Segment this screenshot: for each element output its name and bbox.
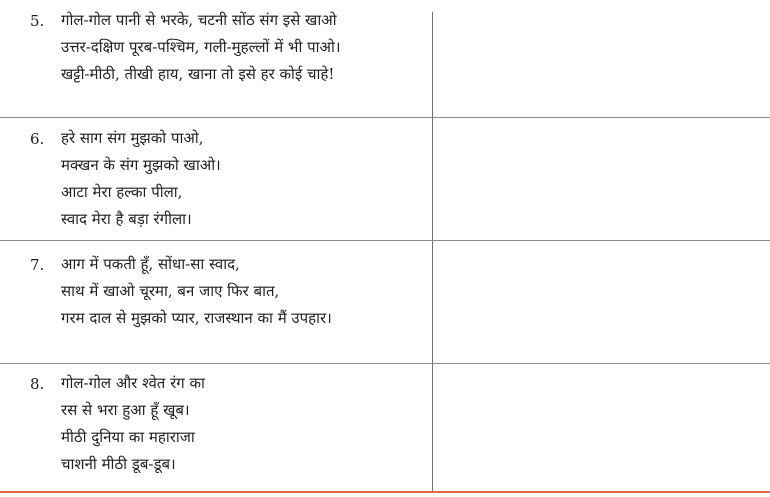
riddle-line: मीठी दुनिया का महाराजा [61,428,195,446]
riddle-number: 7. [30,256,45,274]
riddle-line: गोल-गोल पानी से भरके, चटनी सोंठ संग इसे खाओ [61,11,337,29]
riddle-line: साथ में खाओ चूरमा, बन जाए फिर बात, [61,282,280,300]
answer-cell[interactable] [433,240,770,363]
riddle-line: स्वाद मेरा है बड़ा रंगीला। [61,210,192,228]
riddle-number: 5. [30,12,45,30]
riddle-line: रस से भरा हुआ हूँ खूब। [61,401,190,419]
riddle-line: गरम दाल से मुझको प्यार, राजस्थान का मैं उपहार। [61,309,332,327]
riddle-text [61,373,205,481]
bottom-accent-rule [0,491,770,493]
riddle-line: गोल-गोल और श्वेत रंग का [61,374,205,392]
riddle-line: खट्टी-मीठी, तीखी हाय, खाना तो इसे हर कोई चाहे! [61,65,335,83]
riddle-line: मक्खन के संग मुझको खाओ। [61,156,221,174]
riddle-line: चाशनी मीठी डूब-डूब। [61,455,176,473]
answer-cell[interactable] [433,12,770,117]
riddle-text [61,254,332,335]
riddle-line: उत्तर-दक्षिण पूरब-पश्चिम, गली-मुहल्लों में भी पाओ। [61,38,341,56]
riddle-line: आग में पकती हूँ, सोंधा-सा स्वाद, [61,255,240,273]
riddle-text [61,10,341,91]
answer-cell[interactable] [433,117,770,240]
riddle-text [61,128,221,236]
riddle-number: 6. [30,130,45,148]
answer-cell[interactable] [433,363,770,491]
riddle-line: हरे साग संग मुझको पाओ, [61,129,204,147]
riddle-number: 8. [30,375,45,393]
riddle-line: आटा मेरा हल्का पीला, [61,183,183,201]
